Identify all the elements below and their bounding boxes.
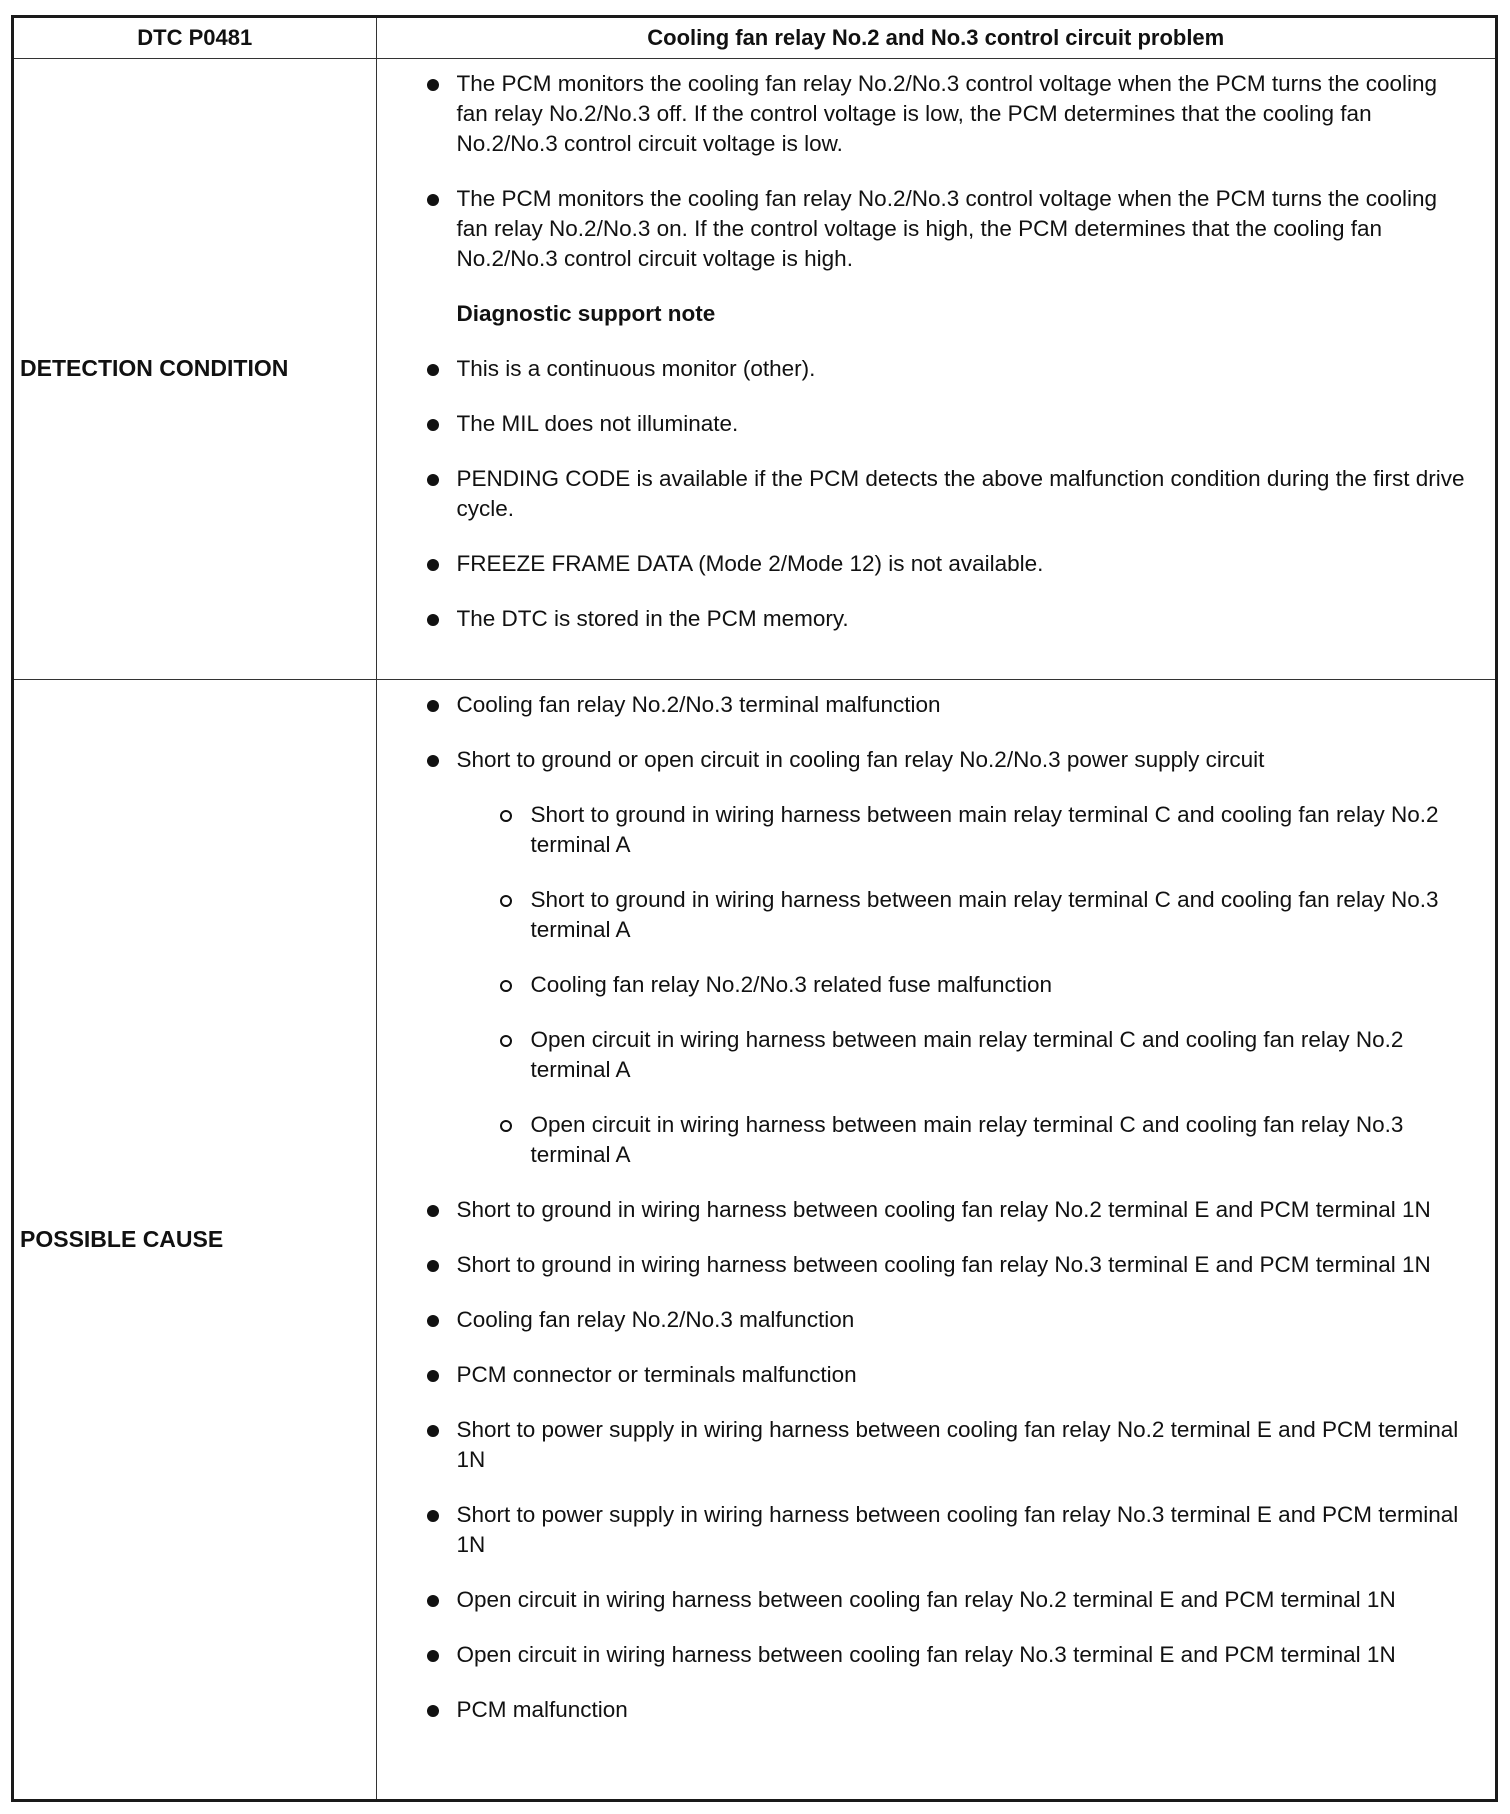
bullet-icon [427,1315,439,1327]
bullet-icon [427,419,439,431]
list-item: Open circuit in wiring harness between cooling fan relay No.2 terminal E and PCM terminal 1N [377,1585,1472,1615]
detection-condition-list [377,69,1472,634]
list-item: PENDING CODE is available if the PCM detects the above malfunction condition during the first drive cycle. [377,464,1472,524]
bullet-icon [427,1595,439,1607]
sub-list-item: Cooling fan relay No.2/No.3 related fuse malfunction [377,970,1472,1000]
dtc-title-header: Cooling fan relay No.2 and No.3 control circuit problem [376,18,1495,59]
possible-cause-row [14,679,1495,1799]
list-item: The DTC is stored in the PCM memory. [377,604,1472,634]
bullet-icon [427,614,439,626]
list-item: Short to ground in wiring harness between cooling fan relay No.2 terminal E and PCM terminal 1N [377,1195,1472,1225]
list-item: Open circuit in wiring harness between cooling fan relay No.3 terminal E and PCM terminal 1N [377,1640,1472,1670]
bullet-icon [427,1510,439,1522]
possible-cause-list [377,690,1472,1725]
list-item: This is a continuous monitor (other). [377,354,1472,384]
bullet-icon [427,1260,439,1272]
list-item: Cooling fan relay No.2/No.3 malfunction [377,1305,1472,1335]
detection-condition-label: DETECTION CONDITION [14,59,376,680]
bullet-icon [427,1425,439,1437]
dtc-document [11,15,1498,1802]
list-item: Short to power supply in wiring harness between cooling fan relay No.3 terminal E and PCM terminal 1N [377,1500,1472,1560]
dtc-table [14,18,1495,1799]
bullet-icon [427,79,439,91]
bullet-icon [427,364,439,376]
bullet-icon [427,1205,439,1217]
bullet-icon [427,194,439,206]
detection-condition-content [376,59,1495,680]
bullet-icon [427,474,439,486]
open-bullet-icon [500,810,512,822]
list-item: Short to ground or open circuit in cooling fan relay No.2/No.3 power supply circuit [377,745,1472,775]
sub-list-item: Open circuit in wiring harness between main relay terminal C and cooling fan relay No.3 terminal A [377,1110,1472,1170]
open-bullet-icon [500,980,512,992]
sub-list-item: Short to ground in wiring harness between main relay terminal C and cooling fan relay No.2 terminal A [377,800,1472,860]
bullet-icon [427,1370,439,1382]
possible-cause-content [376,679,1495,1799]
bullet-icon [427,1705,439,1717]
list-item: The PCM monitors the cooling fan relay No.2/No.3 control voltage when the PCM turns the cooling fan relay No.2/No.3 on. If the control voltage is high, the PCM determines that the cooling fan No.2/No.3 control circuit voltage is high. [377,184,1472,274]
detection-condition-row [14,59,1495,680]
open-bullet-icon [500,1035,512,1047]
bullet-icon [427,1650,439,1662]
open-bullet-icon [500,895,512,907]
list-item: Short to power supply in wiring harness between cooling fan relay No.2 terminal E and PCM terminal 1N [377,1415,1472,1475]
list-item: Cooling fan relay No.2/No.3 terminal malfunction [377,690,1472,720]
open-bullet-icon [500,1120,512,1132]
dtc-code-header: DTC P0481 [14,18,376,59]
sub-list-item: Open circuit in wiring harness between main relay terminal C and cooling fan relay No.2 terminal A [377,1025,1472,1085]
list-item: The MIL does not illuminate. [377,409,1472,439]
bullet-icon [427,700,439,712]
list-item: PCM malfunction [377,1695,1472,1725]
diagnostic-support-note-heading: Diagnostic support note [456,301,716,326]
bullet-icon [427,755,439,767]
list-item: The PCM monitors the cooling fan relay No.2/No.3 control voltage when the PCM turns the cooling fan relay No.2/No.3 off. If the control voltage is low, the PCM determines that the cooling fan No.2/No.3 control circuit voltage is low. [377,69,1472,159]
possible-cause-label: POSSIBLE CAUSE [14,679,376,1799]
list-item: Short to ground in wiring harness between cooling fan relay No.3 terminal E and PCM terminal 1N [377,1250,1472,1280]
list-item: FREEZE FRAME DATA (Mode 2/Mode 12) is not available. [377,549,1472,579]
sub-list-item: Short to ground in wiring harness between main relay terminal C and cooling fan relay No.3 terminal A [377,885,1472,945]
bullet-icon [427,559,439,571]
list-item: PCM connector or terminals malfunction [377,1360,1472,1390]
table-header-row [14,18,1495,59]
